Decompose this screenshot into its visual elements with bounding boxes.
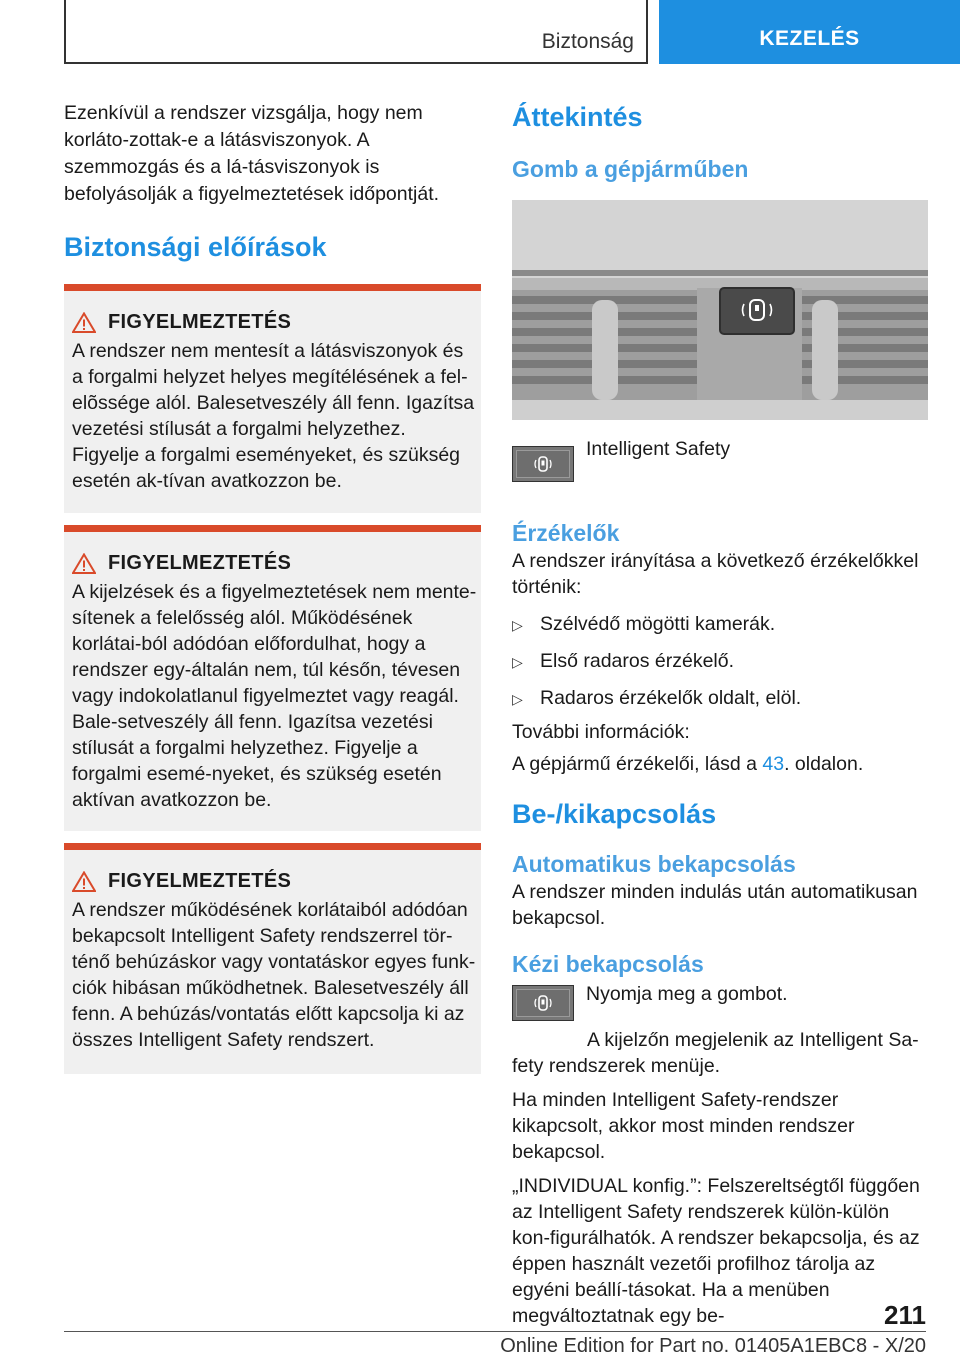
bullet-triangle-icon: ▷ — [512, 654, 523, 670]
warning-title: FIGYELMEZTETÉS — [108, 552, 292, 574]
sensors-intro: A rendszer irányítása a következő érzékelőkkel történik: — [512, 550, 919, 598]
more-info-label: További információk: — [512, 721, 690, 743]
bullet-triangle-icon: ▷ — [512, 691, 523, 707]
header-chapter-tab[interactable]: KEZELÉS — [659, 0, 960, 64]
manual-heading: Kézi bekapcsolás — [512, 951, 704, 977]
warning-box — [64, 525, 481, 831]
warning-triangle-icon — [72, 871, 96, 892]
dashboard-button-photo — [512, 200, 928, 420]
warning-box — [64, 284, 481, 513]
intro-paragraph: Ezenkívül a rendszer vizsgálja, hogy nem korláto-zottak-e a látásviszonyok. A szemmozgás és a lá-tásviszonyok is befolyásolják a figyelmeztetések időpontját. — [64, 102, 440, 205]
intelligent-safety-button-image — [512, 985, 574, 1021]
page-reference-link[interactable]: 43 — [762, 753, 785, 775]
bullet-triangle-icon: ▷ — [512, 617, 523, 633]
cross-reference: A gépjármű érzékelői, lásd a 43. oldalon. — [512, 753, 864, 775]
intelligent-safety-button-image — [512, 446, 574, 482]
page-number: 211 — [884, 1300, 926, 1330]
manual-paragraph-1: Ha minden Intelligent Safety-rendszer kikapcsolt, akkor most minden rendszer bekapcsol. — [512, 1089, 855, 1163]
auto-text: A rendszer minden indulás után automatikusan bekapcsol. — [512, 881, 918, 929]
footer-edition: Online Edition for Part no. 01405A1EBC8 - X/20 — [500, 1335, 926, 1357]
onoff-heading: Be-/kikapcsolás — [512, 799, 717, 829]
warning-box — [64, 843, 481, 1074]
warning-triangle-icon — [72, 553, 96, 574]
safety-heading: Biztonsági előírások — [64, 232, 327, 262]
list-item: ▷ Radaros érzékelők oldalt, elöl. — [512, 687, 802, 709]
manual-step-2: A kijelzőn megjelenik az Intelligent Sa-fety rendszerek menüje. — [512, 1029, 919, 1077]
list-item: ▷ Első radaros érzékelő. — [512, 650, 735, 672]
intelligent-safety-icon — [532, 455, 554, 473]
warning-text: A rendszer működésének korlátaiból adódóan bekapcsolt Intelligent Safety rendszerrel tör-ténő behúzáskor vagy vontatáskor egyes funk-ciók hibásan működhetnek. Balesetveszély áll fenn. A behúzás/vontatás előtt kapcsolja ki az összes Intelligent Safety rendszert. — [72, 899, 476, 1051]
intelligent-safety-icon — [532, 994, 554, 1012]
header-section-title: Biztonság — [541, 30, 634, 53]
warning-triangle-icon — [72, 312, 96, 333]
auto-heading: Automatikus bekapcsolás — [512, 851, 796, 877]
warning-title: FIGYELMEZTETÉS — [108, 870, 292, 892]
manual-paragraph-2: „INDIVIDUAL konfig.”: Felszereltségtől függően az Intelligent Safety rendszerek külön-külön kon-figurálhatók. A rendszer bekapcsolja, és az éppen használt vezetői profilhoz tárolja az egyéni beállí-tásokat. Ha a menüben megváltoztatnak egy be- — [512, 1175, 920, 1327]
left-column — [64, 100, 481, 1074]
warning-text: A kijelzések és a figyelmeztetések nem mente-sítenek a felelősség alól. Működésének korlátai-ból adódóan előfordulhat, hogy a rendszer egy-általán nem, túl későn, tévesen vagy indokolatlanul figyelmeztet vagy reagál. Bale-setveszély áll fenn. Igazítsa vezetési stílusát a forgalmi helyzethez. Figyelje a forgalmi esemé-nyeket, és szükség esetén aktívan avatkozzon be. — [72, 581, 477, 811]
warning-title: FIGYELMEZTETÉS — [108, 311, 292, 333]
button-heading: Gomb a gépjárműben — [512, 156, 749, 182]
button-label: Intelligent Safety — [586, 438, 731, 460]
warning-text: A rendszer nem mentesít a látásviszonyok és a forgalmi helyzet helyes megítélésének a fel-elõssége alól. Balesetveszély áll fenn. Igazítsa vezetési stílusát a forgalmi helyzethez. Figyelje a forgalmi eseményeket, és szükség esetén ak-tívan avatkozzon be. — [72, 340, 475, 492]
right-column — [512, 100, 928, 1329]
manual-step-1: Nyomja meg a gombot. — [586, 983, 788, 1005]
footer-divider — [64, 1331, 926, 1332]
overview-heading: Áttekintés — [512, 102, 643, 132]
sensors-heading: Érzékelők — [512, 520, 620, 546]
header-frame — [64, 0, 648, 64]
list-item: ▷ Szélvédő mögötti kamerák. — [512, 613, 776, 635]
